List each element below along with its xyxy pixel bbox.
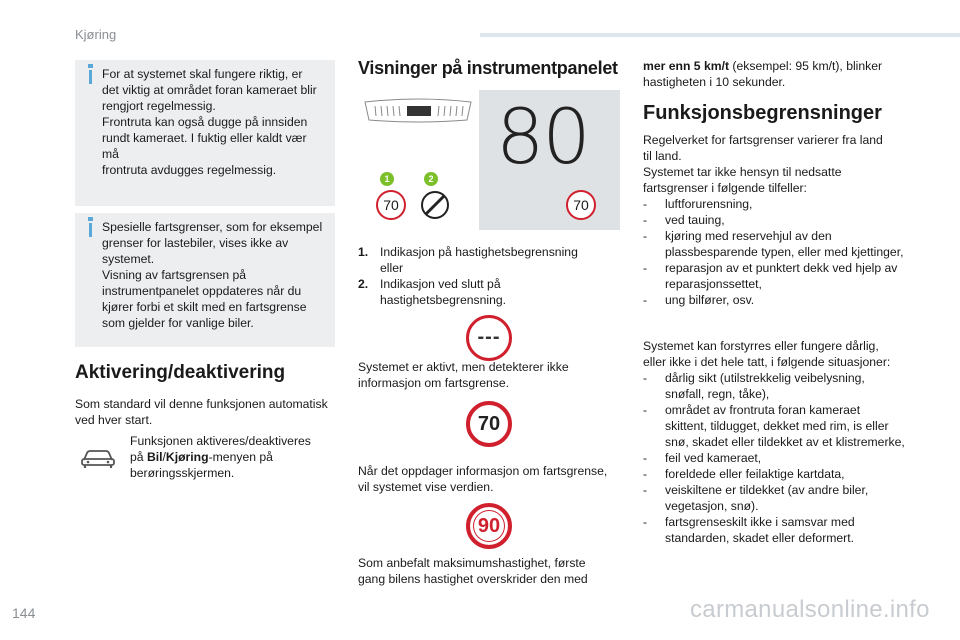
info-note-cleaning <box>75 60 335 206</box>
list-text: Indikasjon ved slutt på hastighetsbegrensning. <box>380 277 507 307</box>
list-dash: - <box>643 293 648 307</box>
info-icon <box>89 70 92 84</box>
list-dash: - <box>643 213 648 227</box>
callout-legend <box>358 244 588 308</box>
menu-path-kjoring: Kjøring <box>165 450 209 464</box>
list-item <box>643 228 908 260</box>
list-text: Indikasjon på hastighetsbegrensning eller <box>380 245 578 275</box>
cluster-speed-limit-sign: 70 <box>566 190 596 220</box>
list-text: kjøring med reservehjul av den plassbesparende typen, eller med kjettinger, <box>665 229 904 259</box>
cluster-speed-readout: 80 <box>496 92 589 181</box>
list-text: feil ved kameraet, <box>665 451 762 465</box>
speed-limit-sign-70: 70 <box>466 401 512 447</box>
section-title-displays: Visninger på instrumentpanelet <box>358 58 618 78</box>
list-item <box>358 244 588 276</box>
list-item <box>643 482 905 514</box>
instrument-panel-illustration <box>358 90 620 230</box>
speed-limit-sign-small: 70 <box>376 190 406 220</box>
section-title-activation: Aktivering/deaktivering <box>75 362 286 383</box>
list-number: 1. <box>358 245 369 259</box>
list-text: dårlig sikt (utilstrekkelig veibelysning, snøfall, regn, tåke), <box>665 371 865 401</box>
page-number: 144 <box>12 605 36 621</box>
list-item <box>643 196 908 212</box>
touchscreen-instruction <box>130 433 340 481</box>
menu-path-sep: / <box>162 450 166 464</box>
list-item <box>358 276 588 308</box>
text-recommended-speed: Som anbefalt maksimumshastighet, første gang bilens hastighet overskrider den med <box>358 556 588 586</box>
list-item <box>643 450 905 466</box>
list-dash: - <box>643 371 648 385</box>
limitations-intro: Regelverket for fartsgrenser varierer fra land til land. Systemet tar ikke hensyn til nedsatte fartsgrenser i følgende tilfeller: <box>643 133 883 195</box>
section-title-limitations: Funksjonsbegrensninger <box>643 102 882 124</box>
speed-threshold: mer enn 5 km/t <box>643 59 730 73</box>
continued-text <box>643 58 913 90</box>
disturbance-intro: Systemet kan forstyrres eller fungere dårlig, eller ikke i det hele tatt, i følgende situasjoner: <box>643 339 891 369</box>
limitations-list-1 <box>643 196 908 308</box>
list-item <box>643 514 905 546</box>
limitations-list-2 <box>643 370 905 546</box>
list-item <box>643 466 905 482</box>
list-text: området av frontruta foran kameraet skittent, tildugget, dekket med rim, is eller snø, skadet eller tildekket av et klistremerke, <box>665 403 905 449</box>
gauge-strip-icon <box>363 98 473 124</box>
touch-text-post: -menyen på berøringsskjermen. <box>130 450 273 480</box>
list-dash: - <box>643 197 648 211</box>
text-no-info: Systemet er aktivt, men detekterer ikke informasjon om fartsgrense. <box>358 360 569 390</box>
touch-text-pre: Funksjonen aktiveres/deaktiveres på <box>130 434 311 464</box>
list-item <box>643 212 908 228</box>
info-icon <box>89 223 92 237</box>
list-item <box>643 402 905 450</box>
list-text: fartsgrenseskilt ikke i samsvar med standarden, skadet eller deformert. <box>665 515 855 545</box>
recommended-speed-sign-90: 90 <box>466 503 512 549</box>
end-of-limit-sign-icon <box>420 190 450 220</box>
list-dash: - <box>643 451 648 465</box>
list-text: reparasjon av et punktert dekk ved hjelp av reparasjonssettet, <box>665 261 898 291</box>
list-text: luftforurensning, <box>665 197 753 211</box>
info-note-text: For at systemet skal fungere riktig, er det viktig at området foran kameraet blir rengjort regelmessig. Frontruta kan også dugge på innsiden rundt kameraet. I fuktig eller kaldt vær må frontruta avdugges regelmessig. <box>102 67 317 177</box>
list-dash: - <box>643 483 648 497</box>
list-text: ung bilfører, osv. <box>665 293 755 307</box>
text-limit-detected: Når det oppdager informasjon om fartsgrense, vil systemet vise verdien. <box>358 464 608 494</box>
list-text: foreldede eller feilaktige kartdata, <box>665 467 845 481</box>
menu-path-bil: Bil <box>146 450 163 464</box>
list-number: 2. <box>358 277 369 291</box>
list-dash: - <box>643 467 648 481</box>
callout-badge-1: 1 <box>380 172 394 186</box>
list-text: ved tauing, <box>665 213 725 227</box>
activation-intro: Som standard vil denne funksjonen automatisk ved hver start. <box>75 397 328 427</box>
continued-text-rest: (eksempel: 95 km/t), blinker hastigheten i 10 sekunder. <box>643 59 883 89</box>
list-dash: - <box>643 261 648 275</box>
list-text: veiskiltene er tildekket (av andre biler, vegetasjon, snø). <box>665 483 869 513</box>
no-info-sign: --- <box>466 315 512 361</box>
section-header: Kjøring <box>75 27 117 42</box>
list-dash: - <box>643 515 648 529</box>
info-note-special-limits <box>75 213 335 347</box>
list-dash: - <box>643 229 648 243</box>
list-item <box>643 292 908 308</box>
header-bar <box>480 33 960 37</box>
list-item <box>643 370 905 402</box>
car-icon <box>80 445 116 469</box>
info-note-text: Spesielle fartsgrenser, som for eksempel grenser for lastebiler, vises ikke av systemet. Visning av fartsgrensen på instrumentpanelet oppdateres når du kjører forbi et skilt med en fartsgrense som gjelder for vanlige biler. <box>102 220 323 330</box>
list-dash: - <box>643 403 648 417</box>
callout-badge-2: 2 <box>424 172 438 186</box>
list-item <box>643 260 908 292</box>
watermark: carmanualsonline.info <box>690 596 930 623</box>
